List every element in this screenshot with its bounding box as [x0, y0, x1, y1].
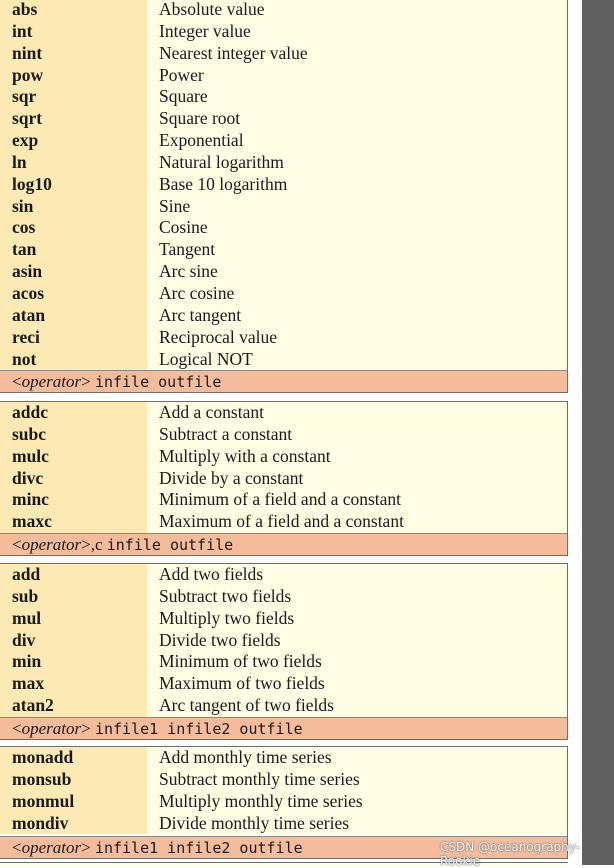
operator-name: abs: [0, 0, 147, 21]
operator-name: atan: [0, 305, 147, 327]
operator-description: Divide by a constant: [159, 467, 304, 488]
operator-description: Tangent: [159, 239, 216, 260]
operator-name: sqrt: [0, 108, 147, 130]
operator-table-constant: [0, 401, 568, 556]
operator-description: Square: [159, 86, 208, 107]
operator-name: sqr: [0, 86, 147, 108]
operator-description: Subtract two fields: [159, 585, 292, 606]
operator-description: Maximum of two fields: [159, 673, 325, 694]
scroll-strip[interactable]: [582, 0, 614, 865]
operator-name: minc: [0, 489, 147, 511]
usage-line: <operator>,c infile outfile: [0, 533, 567, 555]
operator-name: min: [0, 651, 147, 673]
operator-name: mondiv: [0, 813, 147, 835]
table-rows: [0, 747, 567, 834]
operator-description: Subtract a constant: [159, 423, 293, 444]
operator-description: Natural logarithm: [159, 151, 284, 172]
table-row: [0, 673, 567, 695]
table-rows: [0, 564, 567, 717]
operator-name: cos: [0, 217, 147, 239]
table-row: [0, 283, 567, 305]
table-row: [0, 402, 567, 424]
table-row: [0, 630, 567, 652]
operator-description: Nearest integer value: [159, 42, 308, 63]
operator-description: Exponential: [159, 130, 244, 151]
operator-name: monsub: [0, 769, 147, 791]
table-rows: [0, 402, 567, 533]
table-row: [0, 86, 567, 108]
operator-description: Sine: [159, 195, 191, 216]
operator-description: Maximum of a field and a constant: [159, 511, 404, 532]
operator-description: Add monthly time series: [159, 747, 332, 767]
operator-description: Reciprocal value: [159, 326, 278, 347]
operator-name: pow: [0, 65, 147, 87]
operator-name: monadd: [0, 747, 147, 769]
watermark: CSDN @oceanography-Rookie: [440, 840, 580, 868]
operator-name: mulc: [0, 446, 147, 468]
operator-name: divc: [0, 468, 147, 490]
operator-name: int: [0, 21, 147, 43]
table-row: [0, 608, 567, 630]
table-row: [0, 489, 567, 511]
operator-table-unary: [0, 0, 568, 393]
operator-name: mul: [0, 608, 147, 630]
table-row: [0, 769, 567, 791]
table-row: [0, 43, 567, 65]
table-row: [0, 424, 567, 446]
operator-description: Divide monthly time series: [159, 812, 350, 833]
table-row: [0, 446, 567, 468]
operator-name: asin: [0, 261, 147, 283]
usage-suffix: ,c: [90, 535, 103, 554]
operator-description: Integer value: [159, 20, 251, 41]
table-row: [0, 327, 567, 349]
operator-name: maxc: [0, 511, 147, 533]
table-row: [0, 65, 567, 87]
usage-operator: operator: [21, 372, 82, 391]
operator-name: addc: [0, 402, 147, 424]
table-row: [0, 813, 567, 835]
operator-description: Logical NOT: [159, 348, 253, 369]
usage-args: infile outfile: [94, 373, 222, 391]
operator-description: Multiply with a constant: [159, 445, 331, 466]
table-row: [0, 261, 567, 283]
operator-description: Cosine: [159, 217, 208, 238]
table-row: [0, 0, 567, 21]
operator-name: add: [0, 564, 147, 586]
operator-name: sin: [0, 196, 147, 218]
table-row: [0, 174, 567, 196]
usage-args: infile1 infile2 outfile: [94, 720, 303, 738]
operator-description: Base 10 logarithm: [159, 173, 288, 194]
operator-description: Add a constant: [159, 402, 264, 422]
operator-name: tan: [0, 239, 147, 261]
usage-operator: operator: [21, 535, 82, 554]
table-row: [0, 468, 567, 490]
usage-line: <operator> infile1 infile2 outfile: [0, 836, 567, 858]
operator-description: Arc tangent: [159, 304, 242, 325]
table-row: [0, 695, 567, 717]
table-row: [0, 239, 567, 261]
usage-line: <operator> infile outfile: [0, 370, 567, 392]
operator-name: div: [0, 630, 147, 652]
operator-name: exp: [0, 130, 147, 152]
usage-operator: operator: [21, 838, 82, 857]
operator-description: Power: [159, 64, 204, 85]
table-row: [0, 564, 567, 586]
operator-name: subc: [0, 424, 147, 446]
operator-name: not: [0, 349, 147, 371]
operator-description: Arc sine: [159, 261, 218, 282]
usage-line: <operator> infile1 infile2 outfile: [0, 717, 567, 739]
operator-name: sub: [0, 586, 147, 608]
table-row: [0, 349, 567, 371]
operator-name: monmul: [0, 791, 147, 813]
operator-description: Subtract monthly time series: [159, 768, 360, 789]
usage-operator: operator: [21, 719, 82, 738]
table-row: [0, 586, 567, 608]
table-row: [0, 791, 567, 813]
table-rows: [0, 0, 567, 370]
operator-name: log10: [0, 174, 147, 196]
table-row: [0, 217, 567, 239]
operator-name: max: [0, 673, 147, 695]
operator-description: Minimum of a field and a constant: [159, 489, 402, 510]
operator-name: atan2: [0, 695, 147, 717]
table-row: [0, 747, 567, 769]
operator-description: Multiply monthly time series: [159, 790, 363, 811]
operator-description: Square root: [159, 108, 241, 129]
table-row: [0, 305, 567, 327]
table-row: [0, 21, 567, 43]
table-row: [0, 130, 567, 152]
table-row: [0, 108, 567, 130]
operator-name: reci: [0, 327, 147, 349]
operator-description: Add two fields: [159, 564, 264, 584]
table-row: [0, 511, 567, 533]
usage-args: infile outfile: [106, 536, 234, 554]
table-row: [0, 196, 567, 218]
operator-description: Divide two fields: [159, 629, 281, 650]
operator-description: Arc cosine: [159, 282, 235, 303]
operator-name: nint: [0, 43, 147, 65]
operator-description: Minimum of two fields: [159, 651, 322, 672]
table-row: [0, 651, 567, 673]
table-row: [0, 152, 567, 174]
operator-name: ln: [0, 152, 147, 174]
operator-description: Multiply two fields: [159, 607, 295, 628]
operator-description: Absolute value: [159, 0, 265, 19]
usage-args: infile1 infile2 outfile: [94, 839, 303, 857]
operator-table-binary: [0, 563, 568, 740]
operator-name: acos: [0, 283, 147, 305]
operator-description: Arc tangent of two fields: [159, 695, 334, 716]
